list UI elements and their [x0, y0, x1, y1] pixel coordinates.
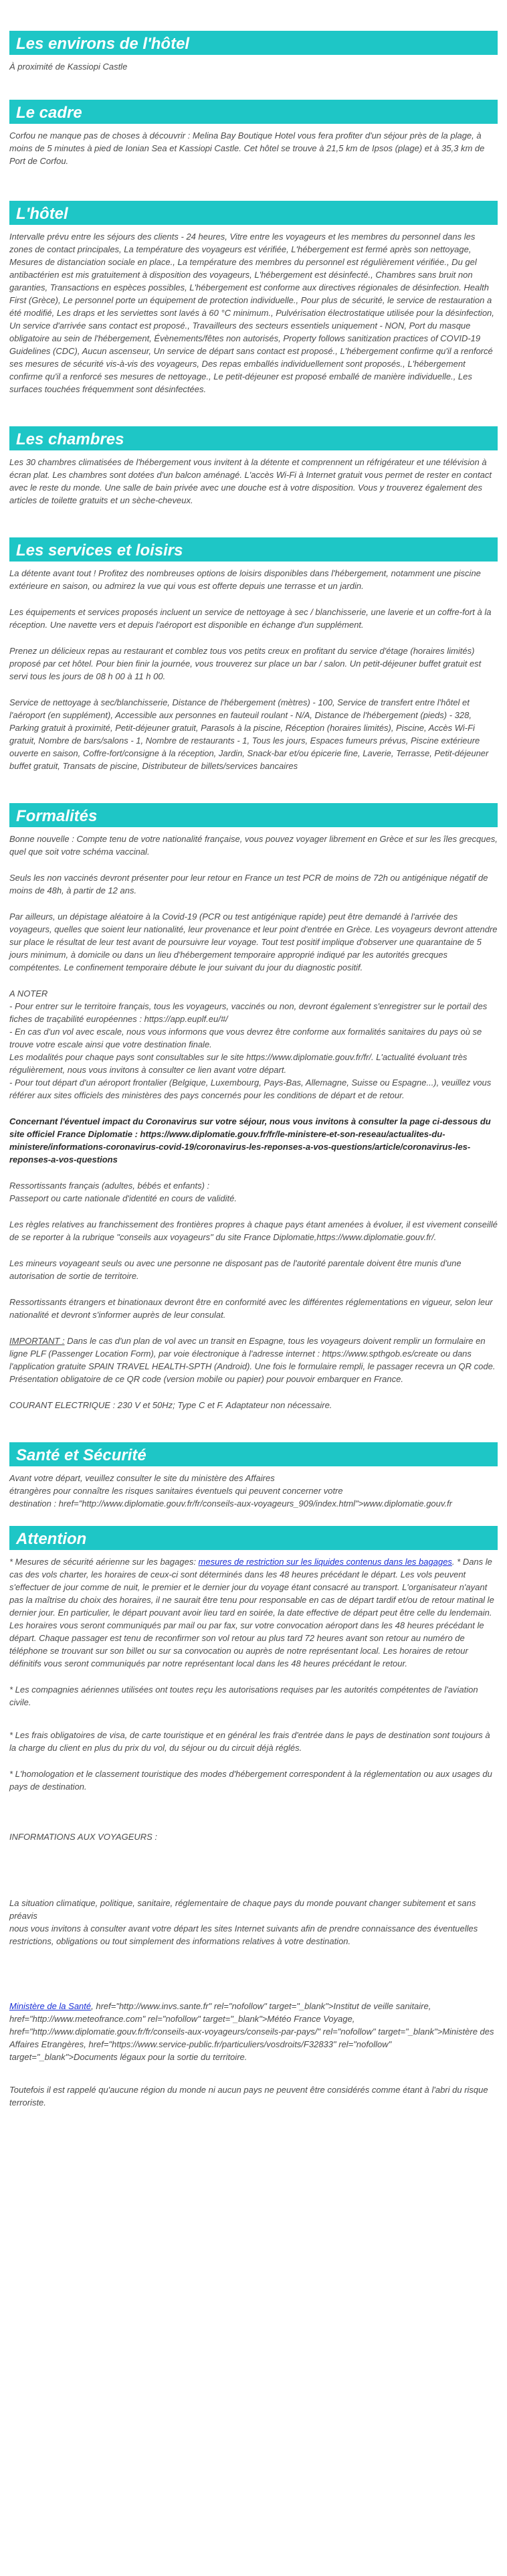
section-title-formalites: Formalités — [9, 803, 498, 827]
chambres-text: Les 30 chambres climatisées de l'hébergement vous invitent à la détente et comprennent un réfrigérateur et une télévision à écran plat. Les chambres sont dotées d'un balcon aménagé. L'accès Wi-Fi à Internet gratuit vous permet de rester en contact avec le reste du monde. Une salle de bain privée avec une douche est à votre disposition. Vous y trouverez également des articles de toilette gratuits et un sèche-cheveux. — [9, 457, 492, 505]
sante-line: étrangères pour connaître les risques sanitaires éventuels qui peuvent concerner votre — [9, 1486, 343, 1496]
section-title-sante: Santé et Sécurité — [9, 1442, 498, 1466]
documents-line: Passeport ou carte nationale d'identité en cours de validité. — [9, 1193, 237, 1203]
attention-paragraph: * Les compagnies aériennes utilisées ont toutes reçu les autorisations requises par les autorités compétentes de l'aviation civile. — [9, 1685, 478, 1707]
courant-electrique: COURANT ELECTRIQUE : 230 V et 50Hz; Type C et F. Adaptateur non nécessaire. — [9, 1400, 332, 1410]
loisirs-paragraph: Prenez un délicieux repas au restaurant et comblez tous vos petits creux en profitant du service d'étage (horaires limités) proposé par cet hôtel. Pour bien finir la journée, vous trouverez sur place un bar / salon. Un petit-déjeuner buffet gratuit est servi tous les jours de 08 h 00 à 11 h 00. — [9, 646, 482, 681]
note-line: Les modalités pour chaque pays sont consultables sur le site https://www.diplomatie.gouv.fr/fr/. L'actualité évoluant très régulièrement, nous vous invitons à consulter ce lien avant votre départ. — [9, 1052, 468, 1075]
links-paragraph: Ministère de la Santé, href="http://www.invs.sante.fr" rel="nofollow" target="_blank">Institut de veille sanitaire, href="http://www.meteofrance.com" rel="nofollow" target="_blank">Météo France Voyage, href="http://www.diplomatie.gouv.fr/fr/conseils-aux-voyageurs/conseils-par-pays/" rel="nofollow" target="_blank">Ministère des Affaires Etrangères, href="https://www.service-public.fr/particuliers/vosdroits/F32833" rel="nofollow" target="_blank">Documents légaux pour la sortie du territoire. — [9, 2001, 494, 2062]
section-title-hotel: L'hôtel — [9, 201, 498, 225]
cadre-text: Corfou ne manque pas de choses à découvrir : Melina Bay Boutique Hotel vous fera profiter d'un séjour près de la plage, à moins de 5 minutes à pied de Ionian Sea et Kassiopi Castle. Cet hôtel se trouve à 21,5 km de Ipsos (plage) et à 35,3 km de Port de Corfou. — [9, 131, 485, 166]
note-title: A NOTER — [9, 989, 48, 999]
section-title-loisirs: Les services et loisirs — [9, 537, 498, 562]
formalites-paragraph: Les mineurs voyageant seuls ou avec une personne ne disposant pas de l'autorité parentale doivent être munis d'une autorisation de sortie de territoire. — [9, 1258, 462, 1281]
note-line: - Pour tout départ d'un aéroport frontalier (Belgique, Luxembourg, Pays-Bas, Allemagne, Suisse ou Espagne...), veuillez vous référer aux sites officiels des ministères des pays concernés pour les conditions de départ et de retour. — [9, 1078, 492, 1100]
important-text: Dans le cas d'un plan de vol avec un transit en Espagne, tous les voyageurs doivent remplir un formulaire en ligne PLF (Passenger Location Form), par voie électronique à l'adresse internet : https://www.spthgob.es/create ou dans l'application gratuite SPAIN TRAVEL HEALTH-SPTH (Android). Une fois le formulaire rempli, le passager recevra un QR code. Présentation obligatoire de ce QR code (version mobile ou papier) pour pouvoir embarquer en France. — [9, 1336, 496, 1384]
formalites-paragraph: Par ailleurs, un dépistage aléatoire à la Covid-19 (PCR ou test antigénique rapide) peut être demandé à l'arrivée des voyageurs, quelles que soient leur nationalité, leur provenance et leur point d'entrée en Grèce. Les voyageurs devront attendre sur place le résultat de leur test avant de poursuivre leur voyage. Tout test positif implique d'observer une quarantaine de 5 jours minimum, à domicile ou dans un lieu d'hébergement temporaire approprié indiqué par les autorités grecques compétentes. Le confinement temporaire débute le jour suivant du jour du diagnostic positif. — [9, 912, 498, 972]
formalites-paragraph: Bonne nouvelle : Compte tenu de votre nationalité française, vous pouvez voyager librement en Grèce et sur les îles grecques, quel que soit votre schéma vaccinal. — [9, 834, 498, 857]
attention-paragraph: * Mesures de sécurité aérienne sur les bagages: mesures de restriction sur les liquides contenus dans les bagages. * Dans le cas des vols charter, les horaires de ceux-ci sont déterminés dans les 48 heures précédant le départ. Les vols peuvent s'effectuer de jour comme de nuit, le premier et le dernier jour du voyage étant consacré au transport. L'organisateur n'ayant pas la maîtrise du choix des horaires, il ne saurait être tenu pour responsable en cas de départ tardif et/ou de retour matinal le dernier jour. En particulier, le départ pouvant avoir lieu tard en soirée, la date effective de départ peut être celle du lendemain. Les horaires vous seront communiqués par mail ou par fax, sur votre convocation aéroport dans les 48 heures précédant le départ. Chaque passager est tenu de reconfirmer son vol retour au plus tard 72 heures avant son retour au numéro de téléphone se trouvant sur son billet ou sur sa convocation ou auprès de notre représentant local. Les horaires de retour définitifs vous seront communiqués par notre représentant local dans les 48 heures précédant le retour. — [9, 1557, 494, 1668]
important-paragraph — [9, 1335, 498, 1385]
sante-line: Avant votre départ, veuillez consulter le site du ministère des Affaires — [9, 1473, 275, 1483]
informations-voyageurs: INFORMATIONS AUX VOYAGEURS : — [9, 1832, 158, 1842]
hotel-text: Intervalle prévu entre les séjours des clients - 24 heures, Vitre entre les voyageurs et les membres du personnel dans les zones de contact principales, La température des voyageurs est vérifiée, L'hébergement est fermé après son nettoyage, Mesures de distanciation sociale en place., La température des membres du personnel est régulièrement vérifiée., Du gel antibactérien est mis gratuitement à disposition des voyageurs, L'hébergement est désinfecté., Chambres sans bruit non garanties, Transactions en espèces possibles, L'hébergement est conforme aux directives régionales de désinfection. Health First (Grèce), Le personnel porte un équipement de protection individuelle., Pour plus de sécurité, le service de restauration a été modifié, Les draps et les serviettes sont lavés à 60 °C minimum., Pulvérisation électrostatique utilisée pour la désinfection, Un service d'arrivée sans contact est proposé., Travailleurs des secteurs essentiels uniquement - NON, Port du masque obligatoire au sein de l'hébergement, Évènements/fêtes non autorisés, Property follows sanitization practices of COVID-19 Guidelines (CDC), Aucun ascenseur, Un service de départ sans contact est proposé., L'hébergement confirme qu'il a renforcé ses mesures de sécurité vis-à-vis des voyageurs, Des repas emballés individuellement sont proposés., L'hébergement confirme qu'il a renforcé ses mesures de nettoyage., Le petit-déjeuner est proposé emballé de manière individuelle., Les surfaces touchées fréquemment sont désinfectées. — [9, 232, 494, 394]
section-title-cadre: Le cadre — [9, 100, 498, 124]
section-title-environs: Les environs de l'hôtel — [9, 31, 498, 55]
terrorism-notice: Toutefois il est rappelé qu'aucune région du monde ni aucun pays ne peuvent être considérés comme étant à l'abri du risque terroriste. — [9, 2085, 488, 2108]
sante-line: destination : href="http://www.diplomatie.gouv.fr/fr/conseils-aux-voyageurs_909/index.html">www.diplomatie.gouv.fr — [9, 1498, 452, 1509]
loisirs-paragraph: Service de nettoyage à sec/blanchisserie, Distance de l'hébergement (mètres) - 100, Service de transfert entre l'hôtel et l'aéroport (en supplément), Accessible aux personnes en fauteuil roulant - N/A, Distance de l'hébergement (pieds) - 328, Parking gratuit à proximité, Petit-déjeuner gratuit, Parasols à la piscine, Réception (horaires limités), Piscine, Accès Wi-Fi gratuit, Nombre de bars/salons - 1, Nombre de restaurants - 1, Tous les jours, Espaces fumeurs prévus, Piscine extérieure ouverte en saison, Coffre-fort/consigne à la réception, Jardin, Snack-bar et/ou épicerie fine, Laverie, Terrasse, Petit-déjeuner buffet gratuit, Transats de piscine, Distributeur de billets/services bancaires — [9, 697, 489, 771]
loisirs-paragraph: Les équipements et services proposés incluent un service de nettoyage à sec / blanchisserie, une laverie et un coffre-fort à la réception. Une navette vers et depuis l'aéroport est disponible en échange d'un supplément. — [9, 607, 492, 630]
documents-line: Ressortissants français (adultes, bébés et enfants) : — [9, 1181, 210, 1191]
attention-paragraph: * Les frais obligatoires de visa, de carte touristique et en général les frais d'entrée dans le pays de destination sont toujours à la charge du client en plus du prix du vol, du séjour ou du circuit déjà réglés. — [9, 1730, 490, 1753]
liquids-restriction-link[interactable]: mesures de restriction sur les liquides contenus dans les bagages — [198, 1557, 452, 1567]
section-title-attention: Attention — [9, 1526, 498, 1550]
climate-line: La situation climatique, politique, sanitaire, réglementaire de chaque pays du monde pouvant changer subitement et sans préavis — [9, 1898, 476, 1921]
formalites-paragraph: Ressortissants étrangers et binationaux devront être en conformité avec les différentes réglementations en vigueur, selon leur nationalité et devront s'informer auprès de leur consulat. — [9, 1297, 493, 1320]
attention-paragraph: * L'homologation et le classement touristique des modes d'hébergement correspondent à la réglementation ou aux usages du pays de destination. — [9, 1769, 492, 1792]
section-title-chambres: Les chambres — [9, 426, 498, 450]
ministere-sante-link[interactable]: Ministère de la Santé — [9, 2001, 92, 2011]
formalites-paragraph: Seuls les non vaccinés devront présenter pour leur retour en France un test PCR de moins de 72h ou antigénique négatif de moins de 48h, à partir de 12 ans. — [9, 873, 488, 895]
important-label: IMPORTANT : — [9, 1336, 65, 1346]
climate-line: nous vous invitons à consulter avant votre départ les sites Internet suivants afin de prendre connaissance des éventuelles restrictions, obligations ou tout simplement des informations relatives à votre destination. — [9, 1923, 478, 1946]
environs-text: À proximité de Kassiopi Castle — [9, 62, 128, 72]
note-line: - Pour entrer sur le territoire français, tous les voyageurs, vaccinés ou non, devront également s'enregistrer sur le portail des fiches de traçabilité européennes : https://app.euplf.eu/#/ — [9, 1001, 488, 1024]
note-line: - En cas d'un vol avec escale, nous vous informons que vous devrez être conforme aux formalités sanitaires du pays où se trouve votre escale ainsi que votre destination finale. — [9, 1027, 482, 1049]
formalites-paragraph: Les règles relatives au franchissement des frontières propres à chaque pays étant amenées à évoluer, il est vivement conseillé de se reporter à la rubrique "conseils aux voyageurs" du site France Diplomatie,https://www.diplomatie.gouv.fr/. — [9, 1219, 498, 1242]
loisirs-paragraph: La détente avant tout ! Profitez des nombreuses options de loisirs disponibles dans l'hébergement, notamment une piscine extérieure en saison, ou admirez la vue qui vous est offerte depuis une terrasse et un jardin. — [9, 568, 481, 591]
coronavirus-notice: Concernant l'éventuel impact du Coronavirus sur votre séjour, nous vous invitons à consulter la page ci-dessous du site officiel France Diplomatie : https://www.diplomatie.gouv.fr/fr/le-ministere-et-son-reseau/actualites-du-ministere/informations-coronavirus-covid-19/coronavirus-les-reponses-a-vos-questions/article/coronavirus-les-reponses-a-vos-questions — [9, 1116, 491, 1165]
